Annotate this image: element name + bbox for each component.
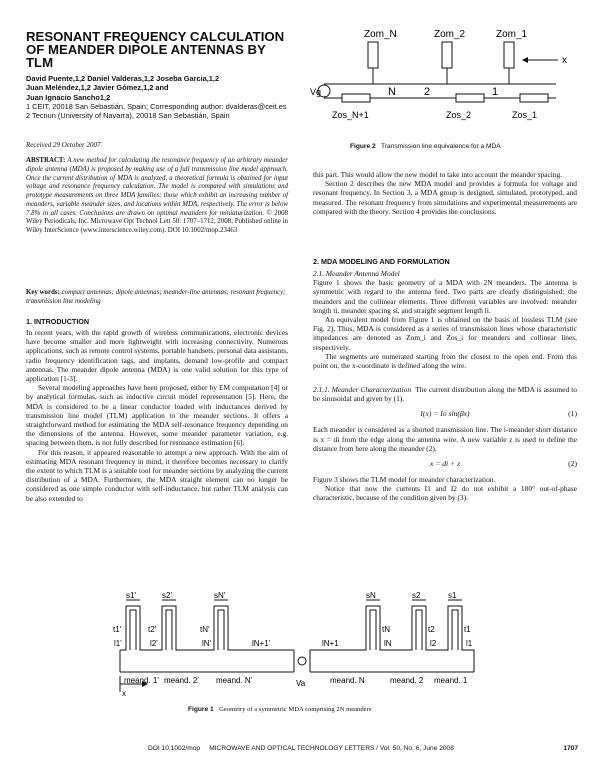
model-paragraph-3: The segments are numerated starting from the closest to the open end. From this point on, the x-coordinate is defined along the wire.	[313, 351, 577, 371]
equation-2	[313, 453, 577, 475]
fig2-label-zos-1: Zos_1	[512, 110, 538, 120]
affiliation-2: 2 Tecnun (University of Navarra), 20018 San Sebastián, Spain	[26, 111, 230, 121]
fig1-l2p: l2'	[150, 639, 158, 648]
footer-journal: MICROWAVE AND OPTICAL TECHNOLOGY LETTERS / Vol. 50, No. 6, June 2008	[209, 745, 454, 752]
subsection-2-1-heading: 2.1. Meander Antenna Model	[313, 269, 400, 278]
figure-1-diagram	[112, 592, 492, 700]
figure-2-caption-label: Figure 2	[350, 143, 376, 150]
fig1-tNp: tN'	[200, 625, 210, 634]
affiliation-1: 1 CEIT, 20018 San Sebastián, Spain; Corresponding author: dvalderas@ceit.es	[26, 101, 287, 111]
fig1-s1: s1	[448, 592, 457, 600]
section-1-continued	[313, 170, 577, 216]
fig1-meand-2p: meand. 2'	[164, 676, 199, 685]
fig1-feed-source	[298, 657, 306, 665]
fig1-source-label: Va	[296, 679, 306, 688]
page-footer	[148, 745, 578, 752]
fig2-label-zom-2: Zom_2	[434, 29, 466, 40]
author-names-1: David Puente,1,2 Daniel Valderas,1,2 Joseba Garcia,1,2	[26, 74, 220, 83]
fig2-bottom-box-N1	[342, 94, 370, 102]
fig1-tN: tN	[382, 625, 390, 634]
footer-doi: DOI 10.1002/mop	[148, 745, 201, 752]
section-2-heading: 2. MDA MODELING AND FORMULATION	[313, 257, 450, 266]
fig2-bottom-box-2	[456, 94, 484, 102]
fig2-node-1: 1	[492, 86, 499, 98]
fig2-label-zom-N: Zom_N	[364, 29, 397, 40]
equation-2-number: (2)	[568, 459, 577, 469]
fig2-label-zos-N1: Zos_N+1	[332, 110, 369, 120]
abstract	[26, 157, 288, 236]
author-names-3: Juan Ignacio Sancho1,2	[26, 92, 111, 102]
fig1-l2: l2	[430, 639, 437, 648]
fig2-top-stub-N	[368, 42, 378, 68]
intro-paragraph-3: For this reason, it appeared reasonable to attempt a new approach. With the aim of estimating MDA resonant frequency in mind, it therefore becomes necessary to clarify the extent to which TLM is a suitable tool for meander sections by analyzing the current distribution of a MDA. Furthermore, the MDA straight element can no longer be considered as one simple conductor with self-inductance, but rather TLM analysis can be also extended to	[26, 447, 288, 503]
fig1-s1p: s1'	[126, 592, 136, 600]
fig2-bottom-box-1	[520, 94, 548, 102]
fig1-meand-N: meand. N	[330, 676, 365, 685]
paper-title: RESONANT FREQUENCY CALCULATION OF MEANDER DIPOLE ANTENNAS BY TLM	[26, 29, 285, 70]
section-1-body	[26, 328, 288, 503]
fig2-source-label: Vg	[310, 87, 322, 97]
footer-page-number: 1707	[563, 745, 578, 752]
fig1-lN1: lN+1	[322, 639, 339, 648]
subsection-2-1-1-heading: 2.1.1. Meander Characterization	[313, 385, 412, 394]
section-1-heading: 1. INTRODUCTION	[26, 317, 90, 326]
author-block	[26, 74, 288, 120]
meander-paragraph-3: Figure 3 shows the TLM model for meander characterization.	[313, 475, 496, 485]
fig1-t2: t2	[428, 625, 435, 634]
figure-2-caption-text: Transmission line equivalence for a MDA	[381, 143, 501, 150]
intro-paragraph-1: In recent years, with the rapid growth of wireless communications, electronic devices have become smaller and more lightweight with increasing connectivity. Numerous applications, such as remote control systems, portable handsets, personal data assistants, radio frequency identification tags, and implants, demand low-profile and compact antennas. The meander dipole antenna (MDA) is one valid solution for this type of application [1-3].	[26, 328, 288, 384]
section-2-body	[313, 269, 577, 370]
equation-2-body: x = di + z	[429, 459, 461, 469]
figure-1-caption-label: Figure 1	[188, 706, 214, 713]
equation-1	[313, 403, 577, 425]
col2-section-overview: Section 2 describes the new MDA model and provides a formula for voltage and resonant frequency. In Section 3, a MDA group is designed, simulated, prototyped, and measured. The resonant frequency from simulations and experimental measurements are compared with the theory. Section 4 provides the conclusions.	[313, 179, 577, 216]
intro-paragraph-2: Several modeling approaches have been proposed, either by EM computation [4] or by analytical formulas, such as inductive circuit model representation [5]. Here, the MDA is considered to be a linear conductor loaded with inductances derived by transmission line model (TLM) application to the meander sections. It offers a straightforward method for estimating the MDA self-resonance frequency depending on the dimensions of the antenna. However, some meander parameter variation, e.g. spacing between them, is not fully described for resonance estimation [6].	[26, 383, 288, 448]
fig1-s2p: s2'	[162, 592, 172, 600]
fig1-t1: t1	[464, 625, 471, 634]
meander-paragraph-2: Each meander is considered as a shorted transmission line. The i-meander short distance is x = di from the edge along the antenna wire. A new variable z is used to define the distance from here along the meander (2).	[313, 425, 577, 453]
abstract-copyright: © 2008 Wiley Periodicals, Inc. Microwave Opt Technol Lett 50: 1707–1712, 2008; Published online in Wiley InterScience (www.interscience.wiley.com). DOI 10.1002/mop.23463	[26, 209, 289, 234]
fig1-meand-1: meand. 1	[434, 676, 468, 685]
author-names-2: Juan Meléndez,1,2 Javier Gómez,1,2 and	[26, 83, 169, 93]
fig2-node-N: N	[388, 86, 396, 98]
fig1-lN1p: lN+1'	[252, 639, 271, 648]
equation-1-body: I(x) = Io sin(βx)	[420, 409, 470, 419]
meander-paragraph-1: The current distribution along the MDA is assumed to be sinusoidal and given by (1).	[313, 385, 577, 404]
abstract-label: ABSTRACT:	[26, 157, 66, 164]
fig2-label-zom-1: Zom_1	[496, 29, 528, 40]
fig2-axis-x: x	[562, 55, 567, 66]
figure-1-caption	[188, 706, 371, 713]
fig1-t2p: t2'	[148, 625, 157, 634]
figure-2-diagram	[306, 22, 576, 140]
abstract-text: A new method for calculating the resonance frequency of an arbitrary meander dipole antenna (MDA) is proposed by making use of a full transmission line model approach. Once the current distribution of MDA is analyzed, a theoretical formula is obtained for input voltage and resonance frequency calculation. The model is compared with simulations and prototype measurements on three MDA families: those which exhibit an increasing number of meanders, variable meander sizes, and locations within MDA, respectively. The error is below 7.8% in all cases. Conclusions are drawn on optimal meanders for miniaturization.	[26, 157, 288, 217]
fig1-sN: sN	[366, 592, 376, 600]
figure-2-caption	[350, 143, 501, 150]
fig1-meand-1p: meand. 1'	[124, 676, 159, 685]
fig1-l1: l1	[466, 639, 473, 648]
meander-paragraph-4: Notice that now the currents I1 and I2 do not exhibit a 180° out-of-phase characteristic, because of the condition given by (3).	[313, 484, 577, 503]
fig2-top-stub-1	[504, 42, 514, 68]
received-date: Received 29 October 2007	[26, 141, 101, 149]
keywords-label: Key words:	[26, 289, 60, 296]
fig1-meand-Np: meand. N'	[216, 676, 253, 685]
fig1-t1p: t1'	[113, 625, 122, 634]
fig1-s2: s2	[412, 592, 421, 600]
fig2-top-stub-2	[442, 42, 452, 68]
col2-continued-text: this part. This would allow the new model to take into account the meander spacing.	[313, 170, 563, 179]
fig1-sNp: sN'	[214, 592, 226, 600]
model-paragraph-1: Figure 1 shows the basic geometry of a MDA with 2N meanders. The antenna is symmetric with regard to the antenna feed. Two parts are clearly distinguished: the meanders and the collinear elements. Three different variables are involved: meander length ti, meander spacing si, and straight segment length li.	[313, 278, 577, 315]
fig2-node-2: 2	[424, 86, 431, 98]
fig1-lN: lN	[384, 639, 392, 648]
fig1-lNp: lN'	[202, 639, 212, 648]
keywords-text: compact antennas; dipole antennas; meander-line antennas; resonant frequency; transmission line modeling	[26, 289, 286, 305]
model-paragraph-2: An equivalent model from Figure 1 is obtained on the basis of lossless TLM (see Fig. 2). Thus, MDA is considered as a series of transmission lines whose characteristic impedances are denoted as Zom_i and Zos_i for meanders and collinear lines, respectively.	[313, 315, 577, 352]
keywords	[26, 289, 288, 307]
equation-1-number: (1)	[568, 409, 577, 419]
figure-1-caption-text: Geometry of a symmetric MDA comprising 2N meanders	[219, 706, 372, 713]
fig1-meand-2: meand. 2	[390, 676, 424, 685]
section-2-1-1	[313, 385, 577, 503]
fig2-label-zos-2: Zos_2	[446, 110, 472, 120]
fig1-axis-x: x	[122, 689, 126, 698]
fig1-l1p: l1'	[114, 639, 122, 648]
